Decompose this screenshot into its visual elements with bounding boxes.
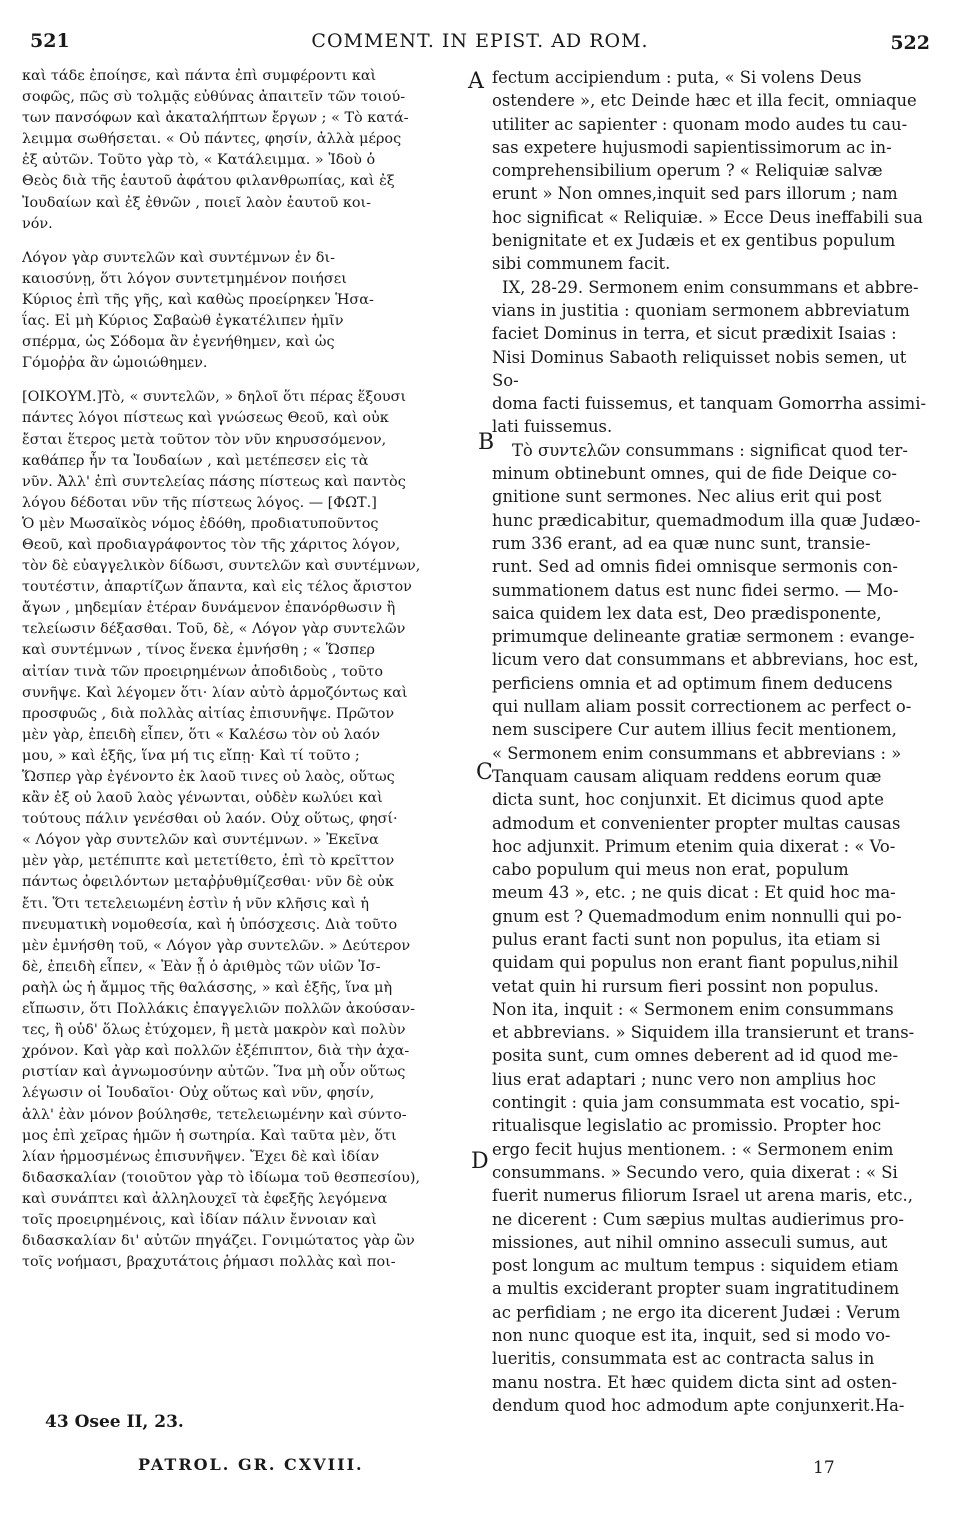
latin-paragraph: Τὸ συντελῶν consummans : significat quod ter- minum obtinebunt omnes, qui de fide Deique co- gnitione sunt sermones. Nec alius erit qui post hunc prædicabitur, quemadmodum illa quæ Judæo- rum 336 erant, ad ea quæ nunc sunt, transie- runt. Sed ad omnis fidei omnisque sermonis con- summationem datus est nunc fidei sermo. — Mo- saica quidem lex data est, Deo prædisponente, primumque delineante gratiæ sermonem : evange- licum vero dat consummans et abbrevians, hoc est, perficiens omnia et ad optimum finem deducens qui nullam aliam possit correctionem ac perfect o- nem suscipere Cur autem illius fecit mentionem, « Sermonem enim consummans et abbrevians : » Tanquam causam aliquam reddens eorum quæ dicta sunt, hoc conjunxit. Et dicimus quod apte admodum et convenienter propter multas causas hoc adjunxit. Primum etenim quia dixerat : « Vo- cabo populum qui meus non erat, populum meum 43 », etc. ; ne quis dicat : Et quid hoc ma- gnum est ? Quemadmodum enim nonnulli qui po- pulus erant facti sunt non populus, ita etiam si quidam qui populus non erant fiant populus,nihil vetat quin hi rursum fieri possint non populus. Non ita, inquit : « Sermonem enim consummans et abbrevians. » Siquidem illa transierunt et trans- posita sunt, cum omnes deberent ad id quod me- lius erat adaptari ; nunc vero non amplius hoc contingit : quia jam consummata est vocatio, spi- ritualisque legislatio ac promissio. Propter hoc ergo fecit hujus mentionem. : « Sermonem enim consummans. » Secundo vero, quia dixerat : « Si fuerit numerus filiorum Israel ut arena maris, etc., ne dicerent : Cum sæpius multas audierimus pro- missiones, aut nihil omnino asseculi sumus, aut post longum ac multum tempus : siquidem etiam a multis exciderant propter suam ingratitudinem ac perfidiam ; ne ergo ita dicerent Judæi : Verum non nunc quoque est ita, inquit, sed si modo vo- lueritis, consummata est ac contracta salus in manu nostra. Et hæc quidem dicta sint ad osten- dendum quod hoc admodum apte conjunxerit.Ha- [492,440,921,1415]
footnote: 43 Osee II, 23. [45,1412,184,1432]
latin-column [492,66,928,1417]
margin-marker-d: D [471,1149,489,1174]
greek-paragraph: [ΟΙΚΟΥΜ.]Τὸ, « συντελῶν, » δηλοῖ ὅτι πέρας ἕξουσι πάντες λόγοι πίστεως καὶ γνώσεως Θεοῦ, καὶ οὐκ ἔσται ἕτερος μετὰ τοῦτον τὸν νῦν κηρυσσόμενον, καθάπερ ἦν τα Ἰουδαίων , καὶ μετέπεσεν εἰς τὰ νῦν. Ἀλλ' ἐπὶ συντελείας πάσης πίστεως καὶ παντὸς λόγου δέδοται νῦν τῆς πίστεως λόγος. — [ΦΩΤ.] Ὁ μὲν Μωσαϊκὸς νόμος ἐδόθη, προδιατυποῦντος Θεοῦ, καὶ προδιαγράφοντος τὸν τῆς χάριτος λόγον, τὸν δὲ εὐαγγελικὸν δίδωσι, συντελῶν καὶ συντέμνων, τουτέστιν, ἀπαρτίζων ἅπαντα, καὶ εἰς τέλος ἄριστον ἄγων , μηδεμίαν ἑτέραν δυνάμενον ἐπανόρθωσιν ἢ τελείωσιν δέξασθαι. Τοῦ, δὲ, « Λόγον γὰρ συντελῶν καὶ συντέμνων , τίνος ἕνεκα ἐμνήσθη ; « Ὥσπερ αἰτίαν τινὰ τῶν προειρημένων ἀποδιδοὺς , τοῦτο συνῆψε. Καὶ λέγομεν ὅτι· λίαν αὐτὸ ἁρμοζόντως καὶ προσφυῶς , διὰ πολλὰς αἰτίας ἐπισυνῆψε. Πρῶτον μὲν γὰρ, ἐπειδὴ εἶπεν, ὅτι « Καλέσω τὸν οὐ λαόν μου, » καὶ ἑξῆς, ἵνα μή τις εἴπῃ· Καὶ τί τοῦτο ; Ὥσπερ γὰρ ἐγένοντο ἐκ λαοῦ τινες οὐ λαὸς, οὕτως κἂν ἐξ οὐ λαοῦ λαὸς γένωνται, οὐδὲν κωλύει καὶ τούτους πάλιν γενέσθαι οὐ λαόν. Οὐχ οὕτως, φησί· « Λόγον γὰρ συντελῶν καὶ συντέμνων. » Ἐκεῖνα μὲν γὰρ, μετέπιπτε καὶ μετετίθετο, ἐπὶ τὸ κρεῖττον πάντως ὀφειλόντων μεταῤῥυθμίζεσθαι· νῦν δὲ οὐκ ἔτι. Ὅτι τετελειωμένη ἐστὶν ἡ νῦν κλῆσις καὶ ἡ πνευματικὴ νομοθεσία, καὶ ἡ ὑπόσχεσις. Διὰ τοῦτο μὲν ἐμνήσθη τοῦ, « Λόγον γὰρ συντελῶν. » Δεύτερον δὲ, ἐπειδὴ εἶπεν, « Ἐὰν ᾖ ὁ ἀριθμὸς τῶν υἱῶν Ἰσ- ραὴλ ὡς ἡ ἄμμος τῆς θαλάσσης, » καὶ ἑξῆς, ἵνα μὴ εἴπωσιν, ὅτι Πολλάκις ἐπαγγελιῶν πολλῶν ἀκούσαν- τες, ἢ οὐδ' ὅλως ἐτύχομεν, ἢ μετὰ μακρὸν καὶ πολὺν χρόνον. Καὶ γὰρ καὶ πολλῶν ἐξέπιπτον, διὰ τὴν ἀχα- ριστίαν καὶ ἀγνωμοσύνην αὐτῶν. Ἵνα μὴ οὖν οὕτως λέγωσιν οἱ Ἰουδαῖοι· Οὐχ οὕτως καὶ νῦν, φησίν, ἀλλ' ἐὰν μόνον βούλησθε, τετελειωμένην καὶ σύντο- μος ἐπὶ χεῖρας ἡμῶν ἡ σωτηρία. Καὶ ταῦτα μὲν, ὅτι λίαν ἡρμοσμένως ἐπισυνῆψεν. Ἔχει δὲ καὶ ἰδίαν διδασκαλίαν (τοιοῦτον γὰρ τὸ ἰδίωμα τοῦ θεσπεσίου), καὶ συνάπτει καὶ ἀλληλουχεῖ τὰ ἐφεξῆς λεγόμενα τοῖς προειρημένοις, καὶ ἰδίαν πάλιν ἔννοιαν καὶ διδασκαλίαν δι' αὐτῶν πηγάζει. Γονιμώτατος γὰρ ὢν τοῖς νοήμασι, βραχυτάτοις ῥήμασι πολλὰς καὶ ποι- [22,389,421,1271]
greek-paragraph: καὶ τάδε ἐποίησε, καὶ πάντα ἐπὶ συμφέροντι καὶ σοφῶς, πῶς σὺ τολμᾷς εὐθύνας ἀπαιτεῖν τῶν τοιού- των πανσόφων καὶ ἀκαταλήπτων ἔργων ; « Τὸ κατά- λειμμα σωθήσεται. « Οὐ πάντες, φησίν, ἀλλὰ μέρος ἐξ αὐτῶν. Τοῦτο γὰρ τὸ, « Κατάλειμμα. » Ἰδοὺ ὁ Θεὸς διὰ τῆς ἑαυτοῦ ἀφάτου φιλανθρωπίας, καὶ ἐξ Ἰουδαίων καὶ ἐξ ἐθνῶν , ποιεῖ λαὸν ἑαυτοῦ κοι- νόν. [22,68,409,232]
page-number-right: 522 [890,32,930,54]
greek-column [22,66,454,1273]
margin-marker-b: B [478,430,495,455]
footer-series-label: PATROL. GR. CXVIII. [138,1455,364,1474]
signature-mark: 17 [813,1458,835,1478]
margin-marker-c: C [476,760,493,785]
page-header [30,30,930,64]
latin-paragraph: IX, 28-29. Sermonem enim consummans et abbre- vians in justitia : quoniam sermonem abbreviatum faciet Dominus in terra, et sicut prædixit Isaias : Nisi Dominus Sabaoth reliquisset nobis semen, ut So- doma facti fuissemus, et tanquam Gomorrha assimi- lati fuissemus. [492,277,926,437]
page-number-left: 521 [30,30,70,52]
margin-marker-a: A [468,69,484,94]
latin-paragraph: fectum accipiendum : puta, « Si volens Deus ostendere », etc Deinde hæc et illa fecit, omniaque utiliter ac sapienter : quonam modo audes tu cau- sas expetere hujusmodi sapientissimorum ac in- comprehensibilium operum ? « Reliquiæ salvæ erunt » Non omnes,inquit sed pars illorum ; nam hoc significat « Reliquiæ. » Ecce Deus ineffabili sua benignitate et ex Judæis et ex gentibus populum sibi communem facit. [492,68,923,274]
greek-paragraph: Λόγον γὰρ συντελῶν καὶ συντέμνων ἐν δι- καιοσύνῃ, ὅτι λόγον συντετμημένον ποιήσει Κύριος ἐπὶ τῆς γῆς, καὶ καθὼς προείρηκεν Ἡσα- ΐας. Εἰ μὴ Κύριος Σαβαὼθ ἐγκατέλιπεν ἡμῖν σπέρμα, ὡς Σόδομα ἂν ἐγενήθημεν, καὶ ὡς Γόμοῤῥα ἂν ὡμοιώθημεν. [22,249,374,372]
running-title: COMMENT. IN EPIST. AD ROM. [311,30,649,52]
